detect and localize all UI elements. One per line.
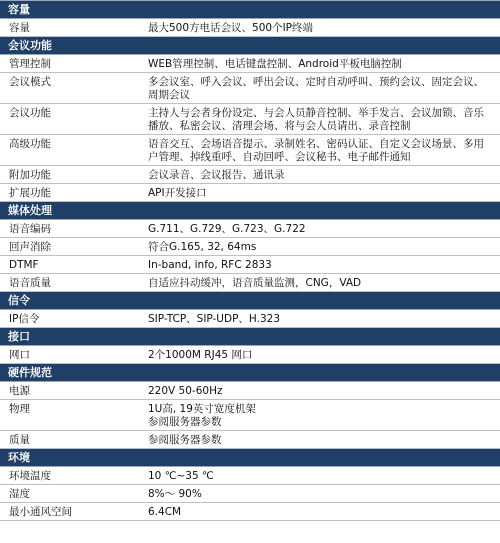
spec-row xyxy=(0,256,500,274)
spec-value: 参阅服务器参数 xyxy=(148,434,222,446)
spec-row xyxy=(0,485,500,503)
spec-label: 网口 xyxy=(9,349,30,361)
spec-label: 会议功能 xyxy=(9,107,51,119)
spec-label: 物理 xyxy=(9,403,30,415)
spec-label: 容量 xyxy=(9,22,30,34)
spec-value: 10 ℃~35 ℃ xyxy=(148,470,214,482)
spec-label: 最小通风空间 xyxy=(9,506,72,518)
spec-value: SIP-TCP、SIP-UDP、H.323 xyxy=(148,313,280,325)
spec-value: 最大500方电话会议、500个IP终端 xyxy=(148,22,314,34)
section-header: 容量 xyxy=(0,1,500,19)
spec-row xyxy=(0,467,500,485)
spec-row xyxy=(0,382,500,400)
spec-label: 回声消除 xyxy=(9,241,51,253)
spec-value: 语音交互、会场语音提示、录制姓名、密码认证、自定义会议场景、多用户管理、掉线重呼、自动回呼、会议秘书、电子邮件通知 xyxy=(148,138,484,163)
spec-value: 主持人与会者身份设定、与会人员静音控制、举手发言、会议加锁、音乐播放、私密会议、清理会场、将与会人员请出、录音控制 xyxy=(148,107,484,132)
spec-label: 管理控制 xyxy=(9,58,51,70)
spec-value: 220V 50-60Hz xyxy=(148,385,223,397)
spec-row xyxy=(0,184,500,202)
spec-label: 高级功能 xyxy=(9,138,51,150)
section-header: 硬件规范 xyxy=(0,364,500,382)
spec-label: DTMF xyxy=(9,259,39,271)
spec-value: 2个1000M RJ45 网口 xyxy=(148,349,253,361)
spec-value: In-band, info, RFC 2833 xyxy=(148,259,272,271)
spec-value: 8%～ 90% xyxy=(148,488,202,500)
spec-value: 6.4CM xyxy=(148,506,182,518)
spec-label: 质量 xyxy=(9,434,30,446)
spec-label: 语音编码 xyxy=(9,223,51,235)
spec-label: 语音质量 xyxy=(9,277,51,289)
spec-label: 附加功能 xyxy=(9,169,51,181)
spec-value: 自适应抖动缓冲，语音质量监测，CNG，VAD xyxy=(148,277,362,289)
spec-value: 1U高, 19英寸宽度机架 参阅服务器参数 xyxy=(148,403,256,428)
spec-row xyxy=(0,135,500,166)
spec-value: API开发接口 xyxy=(148,187,207,199)
spec-value: 多会议室、呼入会议、呼出会议、定时自动呼叫、预约会议、固定会议、周期会议 xyxy=(148,76,484,101)
spec-value: 会议录音、会议报告、通讯录 xyxy=(148,169,285,181)
spec-label: IP信令 xyxy=(9,313,40,325)
spec-row xyxy=(0,346,500,364)
section-header: 媒体处理 xyxy=(0,202,500,220)
spec-row xyxy=(0,73,500,104)
spec-label: 会议模式 xyxy=(9,76,51,88)
spec-row xyxy=(0,431,500,449)
spec-value: WEB管理控制、电话键盘控制、Android平板电脑控制 xyxy=(148,58,402,70)
section-header: 会议功能 xyxy=(0,37,500,55)
spec-row xyxy=(0,238,500,256)
spec-row xyxy=(0,166,500,184)
section-header: 接口 xyxy=(0,328,500,346)
spec-value: 符合G.165, 32, 64ms xyxy=(148,241,257,253)
spec-row xyxy=(0,104,500,135)
spec-row xyxy=(0,310,500,328)
spec-row xyxy=(0,503,500,521)
spec-value: G.711、G.729、G.723、G.722 xyxy=(148,223,306,235)
spec-row xyxy=(0,274,500,292)
spec-label: 电源 xyxy=(9,385,30,397)
spec-label: 扩展功能 xyxy=(9,187,51,199)
spec-row xyxy=(0,55,500,73)
spec-row xyxy=(0,400,500,431)
spec-label: 湿度 xyxy=(9,488,30,500)
section-header: 环境 xyxy=(0,449,500,467)
spec-label: 环境温度 xyxy=(9,470,51,482)
spec-row xyxy=(0,220,500,238)
section-header: 信令 xyxy=(0,292,500,310)
spec-row xyxy=(0,19,500,37)
